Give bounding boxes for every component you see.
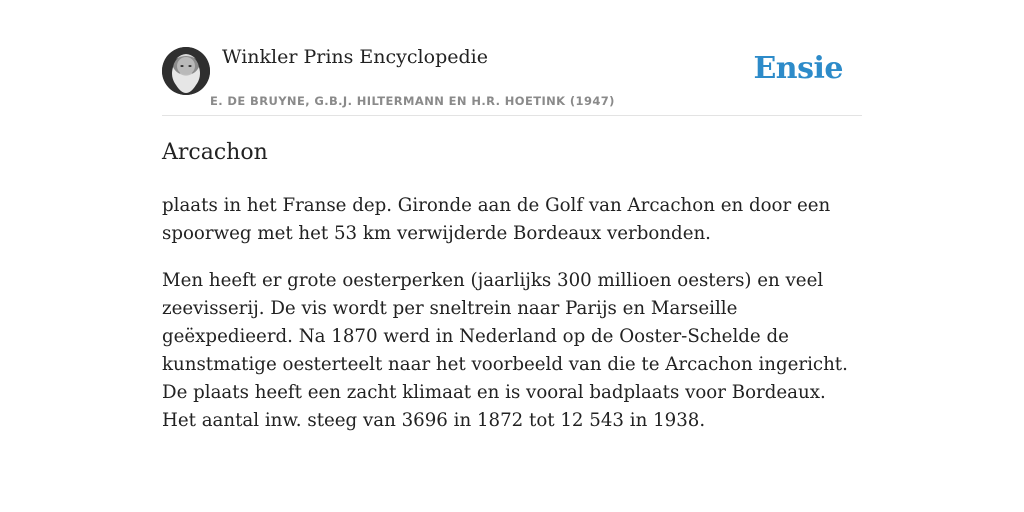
encyclopedia-header	[162, 45, 862, 116]
encyclopedia-authors: E. DE BRUYNE, G.B.J. HILTERMANN EN H.R. HOETINK (1947)	[210, 94, 615, 108]
encyclopedia-title[interactable]: Winkler Prins Encyclopedie	[222, 46, 488, 68]
page	[162, 0, 862, 512]
article-paragraph: Men heeft er grote oesterperken (jaarlijks 300 millioen oesters) en veel zeevisserij. De vis wordt per sneltrein naar Parijs en Marseille geëxpedieerd. Na 1870 werd in Nederland op de Ooster-Schelde de kunstmatige oesterteelt naar het voorbeeld van die te Arcachon ingericht. De plaats heeft een zacht klimaat en is vooral badplaats voor Bordeaux. Het aantal inw. steeg van 3696 in 1872 tot 12 543 in 1938.	[162, 270, 848, 431]
bearded-man-portrait-icon	[162, 47, 210, 95]
article-body	[162, 192, 862, 454]
ensie-logo-link[interactable]: Ensie	[753, 51, 843, 86]
author-avatar[interactable]	[162, 47, 210, 95]
article-paragraph: plaats in het Franse dep. Gironde aan de Golf van Arcachon en door een spoorweg met het 53 km verwijderde Bordeaux verbonden.	[162, 195, 831, 244]
article-title: Arcachon	[162, 140, 268, 165]
